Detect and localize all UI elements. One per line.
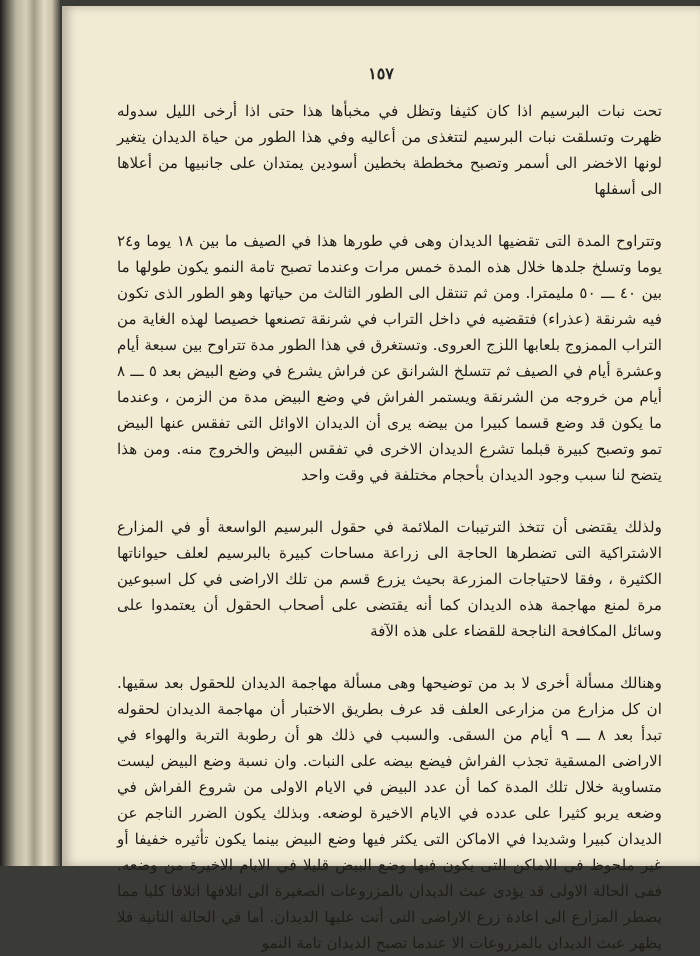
paragraph-2: وتتراوح المدة التى تقضيها الديدان وهى في طورها هذا في الصيف ما بين ١٨ يوما و٢٤ يوما وتسلخ جلدها خلال هذه المدة خمس مرات وعندما تصبح تامة النمو يكون طولها ما بين ٤٠ ـــ ٥٠ مليمترا. ومن ثم تنتقل الى الطور الثالث من حياتها وهو الطور الذى تكون فيه شرنقة (عذراء) فتقضيه في داخل التراب في شرنقة تصنعها خصيصا لهذه الغاية من التراب الممزوج بلعابها اللزج العروى. وتستغرق في هذا الطور مدة تتراوح بين سبعة أيام وعشرة أيام في الصيف ثم تتسلخ الشرانق عن فراش يشرع في وضع البيض بعد ٥ ـــ ٨ أيام من خروجه من الشرنقة ويستمر الفراش في وضع البيض مدة من الزمن ، وعندما ما يكون قد وضع قسما كبيرا من بيضه يرى أن الديدان الاوائل التى تفقس عنها البيض تمو وتصبح كبيرة قبلما تشرع الديدان الاخرى في تفقس البيض والخروج منه. ومن هذا يتضح لنا سبب وجود الديدان بأحجام مختلفة في وقت واحد	[117, 232, 662, 484]
paragraph-4: وهنالك مسألة أخرى لا بد من توضيحها وهى مسألة مهاجمة الديدان للحقول بعد سقيها. ان كل مزارع من مزارعى العلف قد عرف بطريق الاختبار أن مهاجمة الديدان لحقوله تبدأ بعد ٨ ـــ ٩ أيام من السقى. والسبب في ذلك هو أن رطوبة التربة والهواء في الاراضى المسقية تجذب الفراش فيضع بيضه على النبات. وان نسبة وضع البيض ليست متساوية خلال تلك المدة كما أن عدد البيض في الايام الاولى من شروع الفراش في وضعه يربو كثيرا على عدده في الايام الاخيرة لوضعه. وبذلك يكون الضرر الناجم عن الديدان كبيرا وشديدا في الاماكن التى يكثر فيها وضع البيض بينما يكون تأثيره خفيفا أو غير ملحوظ في الاماكن التى يكون فيها وضع البيض قليلا في الايام الاخيرة من وضعه. ففى الحالة الاولى قد يؤدى عبث الديدان بالمزروعات الصغيرة الى اتلافها اتلافا كليا مما يضطر المزارع الى اعادة زرع الاراضى التى أتت عليها الديدان. أما في الحالة الثانية فلا يظهر عبث الديدان بالمزروعات الا عندما تصبح الديدان تامة النمو	[117, 674, 662, 952]
book-page	[62, 6, 700, 952]
page-number: ١٥٧	[368, 64, 394, 83]
paragraph-3: ولذلك يقتضى أن تتخذ الترتيبات الملائمة في حقول البرسيم الواسعة أو في المزارع الاشتراكية التى تضطرها الحاجة الى زراعة مساحات كبيرة بالبرسيم لعلف حيواناتها الكثيرة ، وفقا لاحتياجات المزرعة بحيث يزرع قسم من تلك الاراضى في كل اسبوعين مرة لمنع مهاجمة هذه الديدان كما أنه يقتضى على أصحاب الحقول أن يعتمدوا على وسائل المكافحة الناجحة للقضاء على هذه الآفة	[117, 518, 662, 640]
book-page-edges	[0, 0, 60, 866]
text-body	[117, 98, 662, 956]
paragraph-1: تحت نبات البرسيم اذا كان كثيفا وتظل في مخبأها هذا حتى اذا أرخى الليل سدوله ظهرت وتسلقت نبات البرسيم لتتغذى من أعاليه وفي هذا الطور من حياة الديدان يتغير لونها الاخضر الى أسمر وتصبح مخططة بخطين أسودين يمتدان على جانبيها من أعلاها الى أسفلها	[117, 102, 662, 198]
